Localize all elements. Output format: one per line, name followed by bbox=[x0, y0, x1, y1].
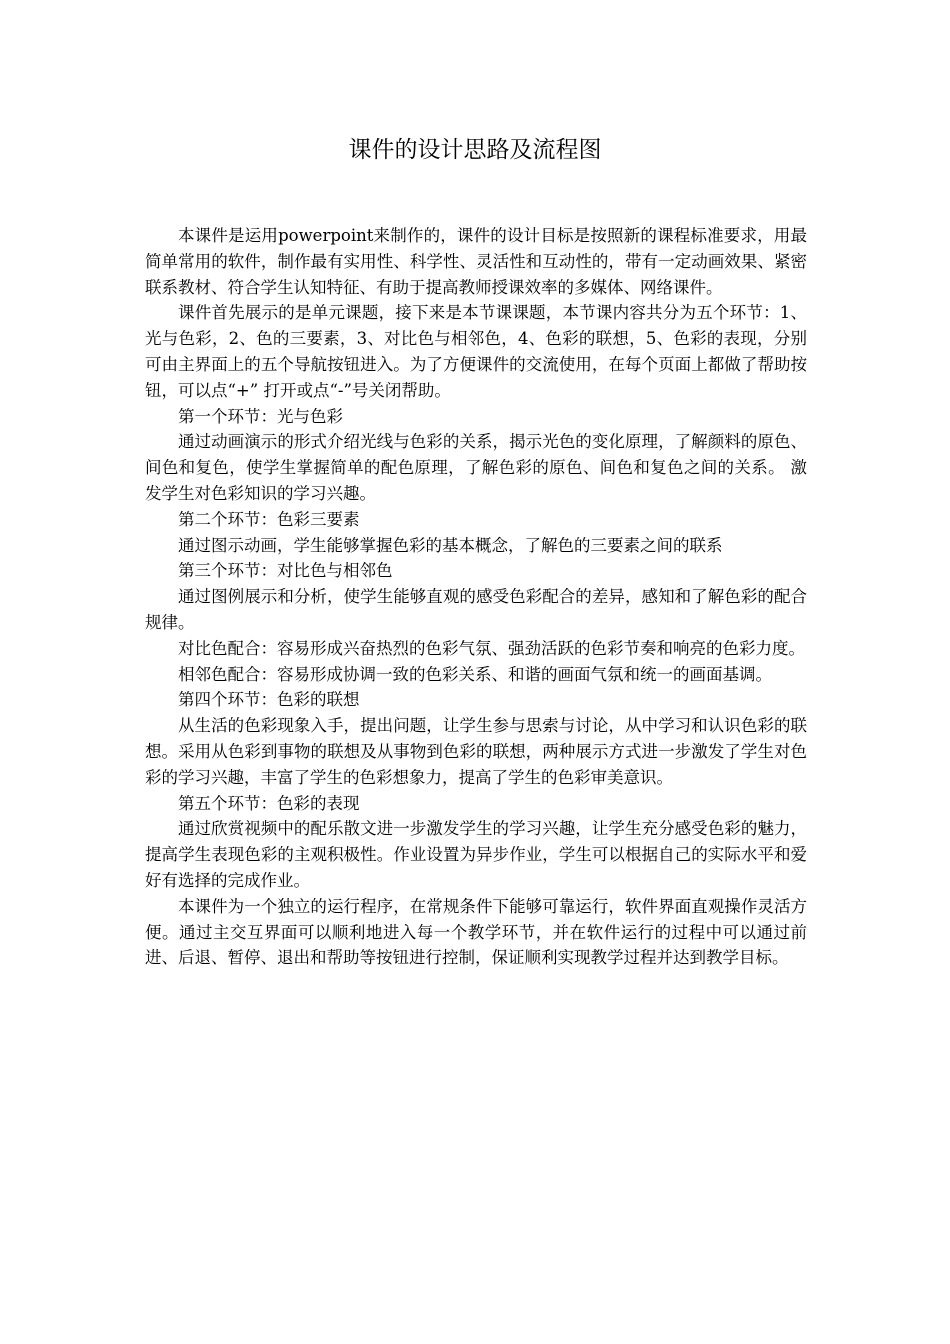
section-heading-1: 第一个环节：光与色彩 bbox=[178, 406, 343, 426]
paragraph-section-2: 通过图示动画，学生能够掌握色彩的基本概念，了解色的三要素之间的联系 bbox=[178, 535, 723, 555]
section-heading-5: 第五个环节：色彩的表现 bbox=[178, 793, 360, 813]
document-title: 课件的设计思路及流程图 bbox=[348, 137, 602, 163]
paragraph-contrast-colors: 对比色配合：容易形成兴奋热烈的色彩气氛、强劲活跃的色彩节奏和响亮的色彩力度。 bbox=[178, 638, 805, 658]
paragraph-adjacent-colors: 相邻色配合：容易形成协调一致的色彩关系、和谐的画面气氛和统一的画面基调。 bbox=[178, 664, 772, 684]
paragraph-section-4: 从生活的色彩现象入手，提出问题，让学生参与思索与讨论，从中学习和认识色彩的联想。采用从色彩到事物的联想及从事物到色彩的联想，两种展示方式进一步激发了学生对色彩的学习兴趣，丰富了学生的色彩想象力，提高了学生的色彩审美意识。 bbox=[145, 716, 807, 787]
paragraph-section-5: 通过欣赏视频中的配乐散文进一步激发学生的学习兴趣，让学生充分感受色彩的魅力，提高学生表现色彩的主观积极性。作业设置为异步作业，学生可以根据自己的实际水平和爱好有选择的完成作业。 bbox=[145, 819, 807, 890]
paragraph-conclusion: 本课件为一个独立的运行程序，在常规条件下能够可靠运行，软件界面直观操作灵活方便。通过主交互界面可以顺利地进入每一个教学环节，并在软件运行的过程中可以通过前进、后退、暂停、退出和帮助等按钮进行控制，保证顺利实现教学过程并达到教学目标。 bbox=[145, 896, 807, 968]
paragraph-section-1: 通过动画演示的形式介绍光线与色彩的关系，揭示光色的变化原理，了解颜料的原色、间色和复色，使学生掌握简单的配色原理，了解色彩的原色、间色和复色之间的关系。 激发学生对色彩知识的学习兴趣。 bbox=[145, 432, 807, 503]
document-body bbox=[145, 223, 807, 971]
paragraph-structure: 课件首先展示的是单元课题，接下来是本节课课题，本节课内容共分为五个环节：1、光与色彩，2、色的三要素，3、对比色与相邻色，4、色彩的联想，5、色彩的表现，分别可由主界面上的五个导航按钮进入。为了方便课件的交流使用，在每个页面上都做了帮助按钮，可以点“+” 打开或点“-”号关闭帮助。 bbox=[145, 303, 807, 400]
section-heading-4: 第四个环节：色彩的联想 bbox=[178, 690, 360, 710]
paragraph-intro: 本课件是运用powerpoint来制作的，课件的设计目标是按照新的课程标准要求，用最简单常用的软件，制作最有实用性、科学性、灵活性和互动性的，带有一定动画效果、紧密联系教材、符合学生认知特征、有助于提高教师授课效率的多媒体、网络课件。 bbox=[145, 226, 807, 297]
paragraph-section-3: 通过图例展示和分析，使学生能够直观的感受色彩配合的差异，感知和了解色彩的配合规律。 bbox=[145, 587, 807, 632]
section-heading-3: 第三个环节：对比色与相邻色 bbox=[178, 561, 393, 581]
section-heading-2: 第二个环节：色彩三要素 bbox=[178, 509, 360, 529]
